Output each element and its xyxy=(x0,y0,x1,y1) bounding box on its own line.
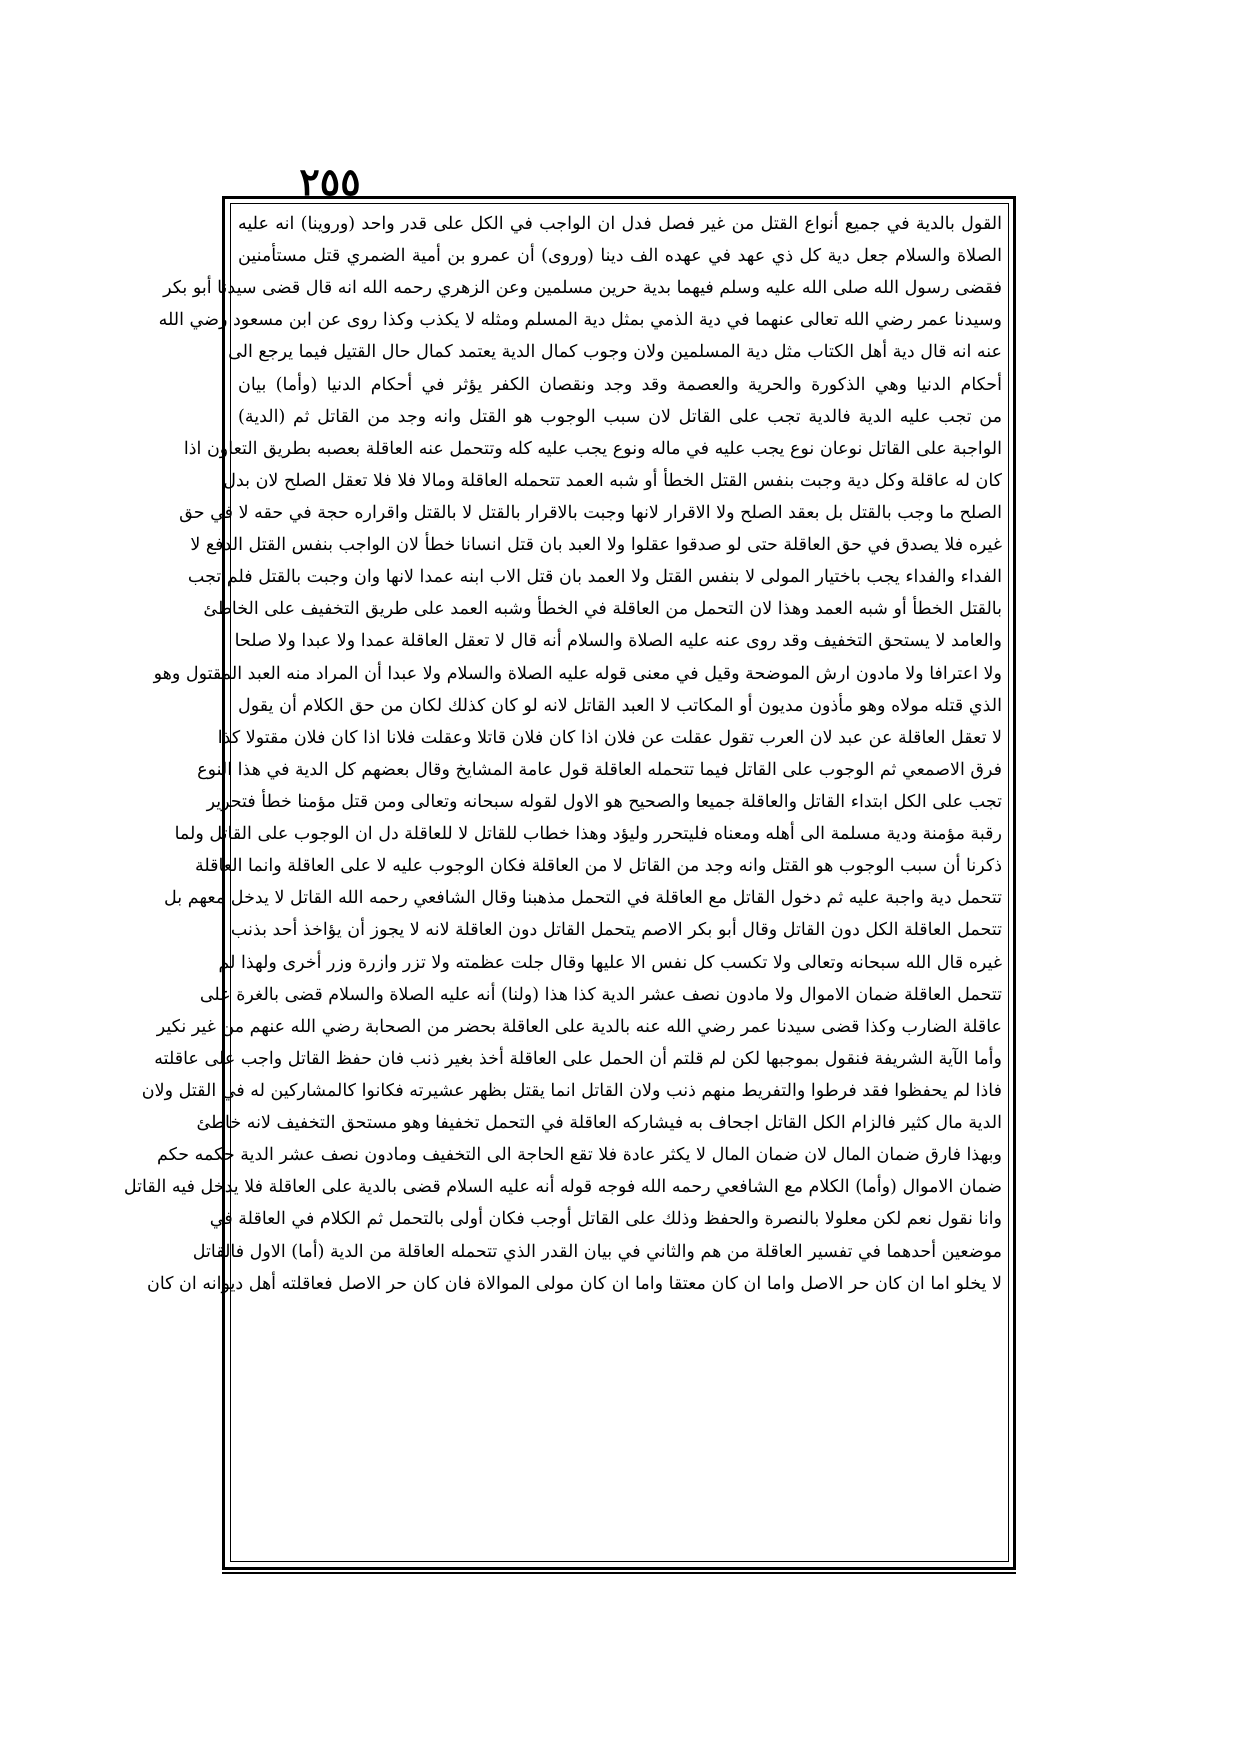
bottom-rule xyxy=(222,1572,1016,1574)
text-line: والعامد لا يستحق التخفيف وقد روى عنه عليه الصلاة والسلام أنه قال لا تعقل العاقلة عمدا ولا عبدا ولا صلحا xyxy=(234,631,1002,652)
text-line: فقضى رسول الله صلى الله عليه وسلم فيهما بدية حرين مسلمين وعن الزهري رحمه الله انه قال قضى سيدنا أبو بكر xyxy=(163,278,1002,299)
text-line: غيره قال الله سبحانه وتعالى ولا تكسب كل نفس الا عليها وقال جلت عظمته ولا تزر وازرة وزر أخرى ولهذا لم xyxy=(218,952,1002,973)
text-line: الواجبة على القاتل نوعان نوع يجب عليه في ماله ونوع يجب عليه كله وتتحمل عنه العاقلة بعصبه بطريق التعاون اذا xyxy=(183,438,1002,459)
text-line: ولا اعترافا ولا مادون ارش الموضحة وقيل في معنى قوله عليه الصلاة والسلام ولا عبدا أن المراد منه العبد المقتول وهو xyxy=(153,663,1002,684)
text-line: عنه انه قال دية أهل الكتاب مثل دية المسلمين ولان وجوب كمال الدية يعتمد كمال حال القتيل فيما يرجع الى xyxy=(228,342,1002,363)
page-number: ٢٥٥ xyxy=(299,159,361,204)
text-line: وأما الآية الشريفة فنقول بموجبها لكن لم قلتم أن الحمل على العاقلة أخذ بغير ذنب فان حفظ القاتل واجب على عاقلته xyxy=(154,1048,1002,1069)
text-line: رقبة مؤمنة ودية مسلمة الى أهله ومعناه فليتحرر وليؤد وهذا خطاب للقاتل لا للعاقلة دل ان الوجوب على القاتل ولما xyxy=(174,824,1002,845)
text-line: فاذا لم يحفظوا فقد فرطوا والتفريط منهم ذنب ولان القاتل انما يقتل بظهر عشيرته فكانوا كالمشاركين له في القتل ولان xyxy=(141,1080,1002,1101)
text-line: موضعين أحدهما في تفسير العاقلة من هم والثاني في بيان القدر الذي تتحمله العاقلة من الدية (أما) الاول فالقاتل xyxy=(192,1241,1002,1262)
text-line: الدية مال كثير فالزام الكل القاتل اجحاف به فيشاركه العاقلة في التحمل تخفيفا وهو مستحق التخفيف لانه خاطئ xyxy=(196,1113,1002,1134)
text-line: غيره فلا يصدق في حق العاقلة حتى لو صدقوا عقلوا ولا العبد بان قتل انسانا خطأ لان الواجب بنفس القتل الدفع لا xyxy=(190,535,1002,556)
text-line: بالقتل الخطأ أو شبه العمد وهذا لان التحمل من العاقلة في الخطأ وشبه العمد على طريق التخفيف على الخاطئ xyxy=(203,599,1002,620)
text-line: ذكرنا أن سبب الوجوب هو القتل وانه وجد من القاتل لا من العاقلة فكان الوجوب عليه لا على العاقلة وانما العاقلة xyxy=(194,856,1002,877)
text-line: من تجب عليه الدية فالدية تجب على القاتل لان سبب الوجوب هو القتل وانه وجد من القاتل ثم (الدية) xyxy=(238,406,1003,427)
text-line: الذي قتله مولاه وهو مأذون مديون أو المكاتب لا العبد القاتل لانه لو كان كذلك لكان من حق الكلام أن يقول xyxy=(238,695,1002,716)
text-line: ضمان الاموال (وأما) الكلام مع الشافعي رحمه الله فوجه قوله أنه عليه السلام قضى بالدية على العاقلة فلا يدخل فيه القاتل xyxy=(123,1177,1002,1198)
text-line: عاقلة الضارب وكذا قضى سيدنا عمر رضي الله عنه بالدية على العاقلة بحضر من الصحابة رضي الله عنهم من غير نكير xyxy=(156,1016,1002,1037)
text-line: الفداء والفداء يجب باختيار المولى لا بنفس القتل ولا العمد بان قتل الاب ابنه عمدا لانها وان وجبت بالقتل فلم تجب xyxy=(187,567,1002,588)
text-line: كان له عاقلة وكل دية وجبت بنفس القتل الخطأ أو شبه العمد تتحمله العاقلة ومالا فلا فلا تعقل الصلح لان بدل xyxy=(223,470,1002,491)
text-line: أحكام الدنيا وهي الذكورة والحرية والعصمة وقد وجد ونقصان الكفر يؤثر في أحكام الدنيا (وأما) بيان xyxy=(238,374,1002,395)
text-line: فرق الاصمعي ثم الوجوب على القاتل فيما تتحمله العاقلة قول عامة المشايخ وقال بعضهم كل الدية في هذا النوع xyxy=(197,759,1002,780)
text-line: تتحمل العاقلة ضمان الاموال ولا مادون نصف عشر الدية كذا هذا (ولنا) أنه عليه الصلاة والسلام قضى بالغرة على xyxy=(199,984,1002,1005)
text-line: القول بالدية في جميع أنواع القتل من غير فصل فدل ان الواجب في الكل على قدر واحد (وروينا) انه عليه xyxy=(238,214,1002,234)
text-line: وبهذا فارق ضمان المال لان ضمان المال لا يكثر عادة فلا تقع الحاجة الى التخفيف ومادون نصف عشر الدية حكمه حكم xyxy=(156,1145,1002,1166)
text-line: وانا نقول نعم لكن معلولا بالنصرة والحفظ وذلك على القاتل أوجب فكان أولى بالتحمل ثم الكلام في العاقلة في xyxy=(209,1209,1002,1230)
text-line: وسيدنا عمر رضي الله تعالى عنهما في دية الذمي بمثل دية المسلم ومثله لا يكذب وكذا روى عن ابن مسعود رضي الله xyxy=(158,310,1002,331)
main-text-block xyxy=(123,208,1003,1558)
text-line: تجب على الكل ابتداء القاتل والعاقلة جميعا والصحيح هو الاول لقوله سبحانه وتعالى ومن قتل مؤمنا خطأ فتحرير xyxy=(206,791,1002,812)
text-line: لا تعقل العاقلة عن عبد لان العرب تقول عقلت عن فلان اذا كان فلان قاتلا وعقلت فلانا اذا كان فلان مقتولا كذا xyxy=(217,727,1002,748)
text-line: الصلح ما وجب بالقتل بل بعقد الصلح ولا الاقرار لانها وجبت بالاقرار بالقتل لا بالقتل واقراره حجة في حقه لا في حق xyxy=(179,502,1002,523)
text-line: لا يخلو اما ان كان حر الاصل واما ان كان معتقا واما ان كان مولى الموالاة فان كان حر الاصل فعاقلته أهل ديوانه ان كان xyxy=(146,1273,1002,1294)
text-line: الصلاة والسلام جعل دية كل ذي عهد في عهده الف دينا (وروى) أن عمرو بن أمية الضمري قتل مستأمنين xyxy=(238,246,1002,267)
text-line: تتحمل العاقلة الكل دون القاتل وقال أبو بكر الاصم يتحمل القاتل دون العاقلة لانه لا يجوز أن يؤاخذ أحد بذنب xyxy=(230,920,1002,941)
text-line: تتحمل دية واجبة عليه ثم دخول القاتل مع العاقلة في التحمل مذهبنا وقال الشافعي رحمه الله القاتل لا يدخل معهم بل xyxy=(164,888,1002,909)
